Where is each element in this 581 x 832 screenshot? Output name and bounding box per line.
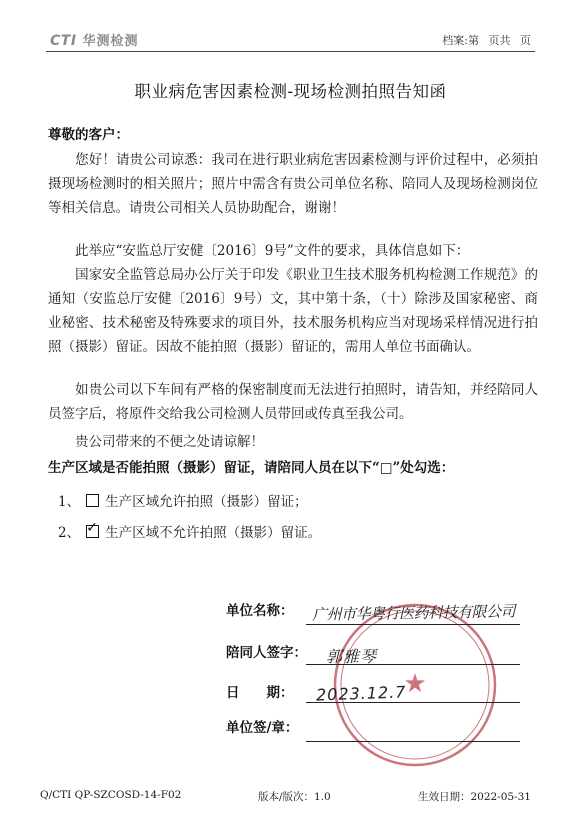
- option-label: 生产区域不允许拍照（摄影）留证。: [105, 525, 322, 541]
- archive-page-number: 档案:第 页共 页: [442, 34, 531, 47]
- date-line: [306, 702, 520, 703]
- header-divider: [46, 51, 535, 52]
- allow-photo-checkbox[interactable]: [86, 494, 99, 507]
- option-deny-photo[interactable]: [58, 521, 321, 541]
- option-number: 1、: [58, 494, 81, 510]
- option-allow-photo[interactable]: [58, 490, 308, 510]
- checkbox-question: 生产区域是否能拍照（摄影）留证，请陪同人员在以下“□”处勾选：: [48, 460, 455, 476]
- paragraph-apology: 贵公司带来的不便之处请谅解！: [75, 434, 264, 450]
- date-label: 日 期：: [226, 685, 294, 701]
- paragraph-regulation: 国家安全监管总局办公厅关于印发《职业卫生技术服务机构检测工作规范》的通知（安监总厅安健〔2016〕9号）文，其中第十条，（十）除涉及国家秘密、商业秘密、技术秘密及特殊要求的项目外，技术服务机构应当对现场采样情况进行拍照（摄影）留证。因故不能拍照（摄影）留证的，需用人单位书面确认。: [48, 267, 538, 355]
- escort-signature-line: [306, 664, 520, 665]
- option-number: 2、: [58, 525, 81, 541]
- escort-signature: 郭雅琴: [326, 647, 378, 666]
- document-title: 职业病危害因素检测-现场检测拍照告知函: [134, 82, 447, 101]
- company-name-label: 单位名称：: [226, 603, 294, 619]
- version-info: 版本/版次：1.0: [258, 791, 331, 803]
- logo-chinese: 华测检测: [82, 34, 139, 49]
- company-logo: [50, 30, 139, 49]
- date-handwritten: 2023.12.7: [315, 682, 407, 705]
- logo-english: CTI: [50, 33, 77, 49]
- escort-signature-label: 陪同人签字：: [226, 645, 307, 661]
- option-label: 生产区域允许拍照（摄影）留证；: [105, 494, 308, 510]
- effective-date: 生效日期：2022-05-31: [417, 791, 531, 803]
- stamp-label: 单位签/章：: [226, 720, 299, 736]
- company-name-handwritten: 广州市华粤行医药科技有限公司: [311, 602, 516, 624]
- paragraph-confidential: 如贵公司以下车间有严格的保密制度而无法进行拍照时，请告知，并经陪同人员签字后，将原件交给我公司检测人员带回或传真至我公司。: [48, 382, 538, 422]
- paragraph-intro: 您好！请贵公司谅悉：我司在进行职业病危害因素检测与评价过程中，必须拍摄现场检测时的相关照片；照片中需含有贵公司单位名称、陪同人及现场检测岗位等相关信息。请贵公司相关人员协助配合，谢谢！: [48, 152, 538, 216]
- svg-text:★: ★: [403, 669, 427, 699]
- stamp-line: [306, 741, 520, 742]
- company-name-line: [306, 624, 520, 625]
- document-code: Q/CTI QP-SZCOSD-14-F02: [40, 789, 182, 801]
- check-mark-icon: ✓: [86, 519, 98, 536]
- salutation: 尊敬的客户：: [48, 127, 129, 143]
- paragraph-basis: 此举应“安监总厅安健〔2016〕9号”文件的要求，具体信息如下：: [75, 243, 470, 259]
- deny-photo-checkbox[interactable]: [86, 519, 99, 538]
